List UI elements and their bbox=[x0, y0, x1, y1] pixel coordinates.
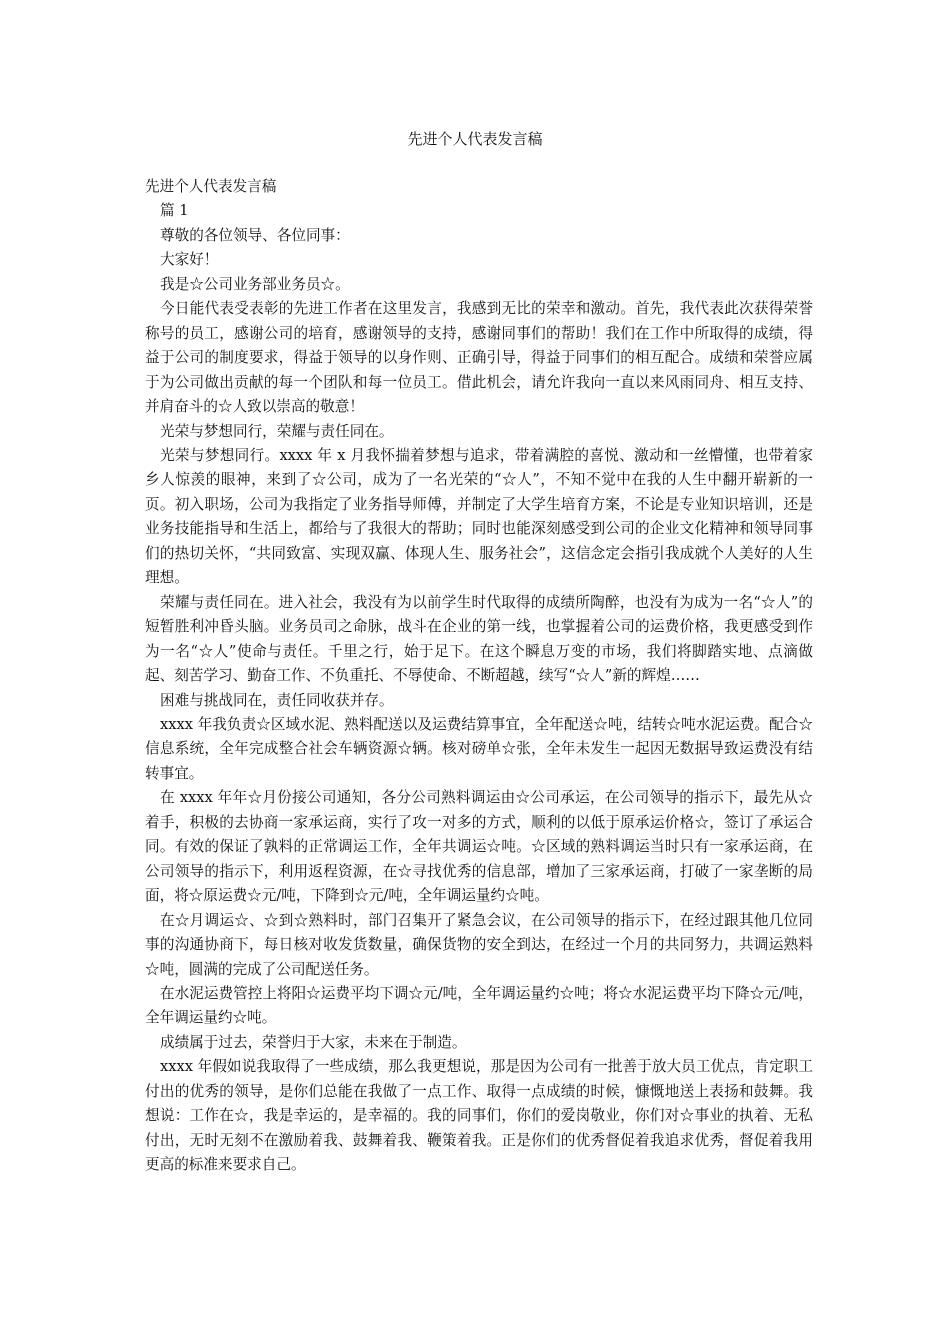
section-label: 篇 1 bbox=[160, 202, 189, 220]
paragraph: 光荣与梦想同行。xxxx 年 x 月我怀揣着梦想与追求，带着满腔的喜悦、激动和一丝懵懂，也带着家乡人惊羡的眼神，来到了☆公司，成为了一名光荣的“☆人”，不知不觉中在我的人生中翻开崭新的一页。初入职场，公司为我指定了业务指导师傅，并制定了大学生培育方案，不论是专业知识培训，还是业务技能指导和生活上，都给与了我很大的帮助；同时也能深刻感受到公司的企业文化精神和领导同事们的热切关怀，“共同致富、实现双赢、体现人生、服务社会”，这信念定会指引我成就个人美好的人生理想。 bbox=[145, 446, 813, 587]
paragraph: 在水泥运费管控上将阳☆运费平均下调☆元/吨，全年调运量约☆吨；将☆水泥运费平均下降☆元/吨，全年调运量约☆吨。 bbox=[145, 984, 813, 1027]
paragraph: 今日能代表受表彰的先进工作者在这里发言，我感到无比的荣幸和激动。首先，我代表此次获得荣誉称号的员工，感谢公司的培育，感谢领导的支持，感谢同事们的帮助！我们在工作中所取得的成绩，得益于公司的制度要求，得益于领导的以身作则、正确引导，得益于同事们的相互配合。成绩和荣誉应属于为公司做出贡献的每一个团队和每一位员工。借此机会，请允许我向一直以来风雨同舟、相互支持、并肩奋斗的☆人致以崇高的敬意！ bbox=[145, 300, 813, 416]
greeting: 大家好！ bbox=[160, 251, 219, 269]
paragraph: 在☆月调运☆、☆到☆熟料时，部门召集开了紧急会议，在公司领导的指示下，在经过跟其他几位同事的沟通协商下，每日核对收发货数量，确保货物的安全到达，在经过一个月的共同努力，共调运熟料☆吨，圆满的完成了公司配送任务。 bbox=[145, 911, 813, 978]
paragraph: xxxx 年我负责☆区域水泥、熟料配送以及运费结算事宜，全年配送☆吨，结转☆吨水泥运费。配合☆信息系统，全年完成整合社会车辆资源☆辆。核对磅单☆张，全年未发生一起因无数据导致运费没有结转事宜。 bbox=[145, 715, 813, 782]
document-body bbox=[145, 175, 813, 1178]
salutation: 尊敬的各位领导、各位同事： bbox=[160, 226, 350, 244]
body-heading: 先进个人代表发言稿 bbox=[145, 178, 277, 195]
paragraph: 成绩属于过去，荣誉归于大家，未来在于制造。 bbox=[160, 1033, 467, 1051]
paragraph: 光荣与梦想同行，荣耀与责任同在。 bbox=[160, 422, 394, 440]
paragraph: xxxx 年假如说我取得了一些成绩，那么我更想说，那是因为公司有一批善于放大员工优点，肯定职工付出的优秀的领导，是你们总能在我做了一点工作、取得一点成绩的时候，慷慨地送上表扬和鼓舞。我想说：工作在☆，我是幸运的，是幸福的。我的同事们，你们的爱岗敬业，你们对☆事业的执着、无私付出，无时无刻不在激励着我、鼓舞着我、鞭策着我。正是你们的优秀督促着我追求优秀，督促着我用更高的标准来要求自己。 bbox=[145, 1058, 813, 1174]
page-title: 先进个人代表发言稿 bbox=[407, 130, 543, 148]
paragraph: 我是☆公司业务部业务员☆。 bbox=[160, 275, 350, 293]
paragraph: 困难与挑战同在，责任同收获并存。 bbox=[160, 691, 394, 709]
paragraph: 在 xxxx 年年☆月份接公司通知，各分公司熟料调运由☆公司承运，在公司领导的指示下，最先从☆着手，积极的去协商一家承运商，实行了攻一对多的方式，顺利的以低于原承运价格☆，签订了承运合同。有效的保证了孰料的正常调运工作，全年共调运☆吨。☆区域的熟料调运当时只有一家承运商，在公司领导的指示下，利用返程资源，在☆寻找优秀的信息部，增加了三家承运商，打破了一家垄断的局面，将☆原运费☆元/吨，下降到☆元/吨，全年调运量约☆吨。 bbox=[145, 789, 813, 905]
paragraph: 荣耀与责任同在。进入社会，我没有为以前学生时代取得的成绩所陶醉，也没有为成为一名“☆人”的短暂胜利冲昏头脑。业务员司之命脉，战斗在企业的第一线，也掌握着公司的运费价格，我更感受到作为一名“☆人”使命与责任。千里之行，始于足下。在这个瞬息万变的市场，我们将脚踏实地、点滴做起、刻苦学习、勤奋工作、不负重托、不辱使命、不断超越，续写“☆人”新的辉煌…… bbox=[145, 593, 813, 685]
